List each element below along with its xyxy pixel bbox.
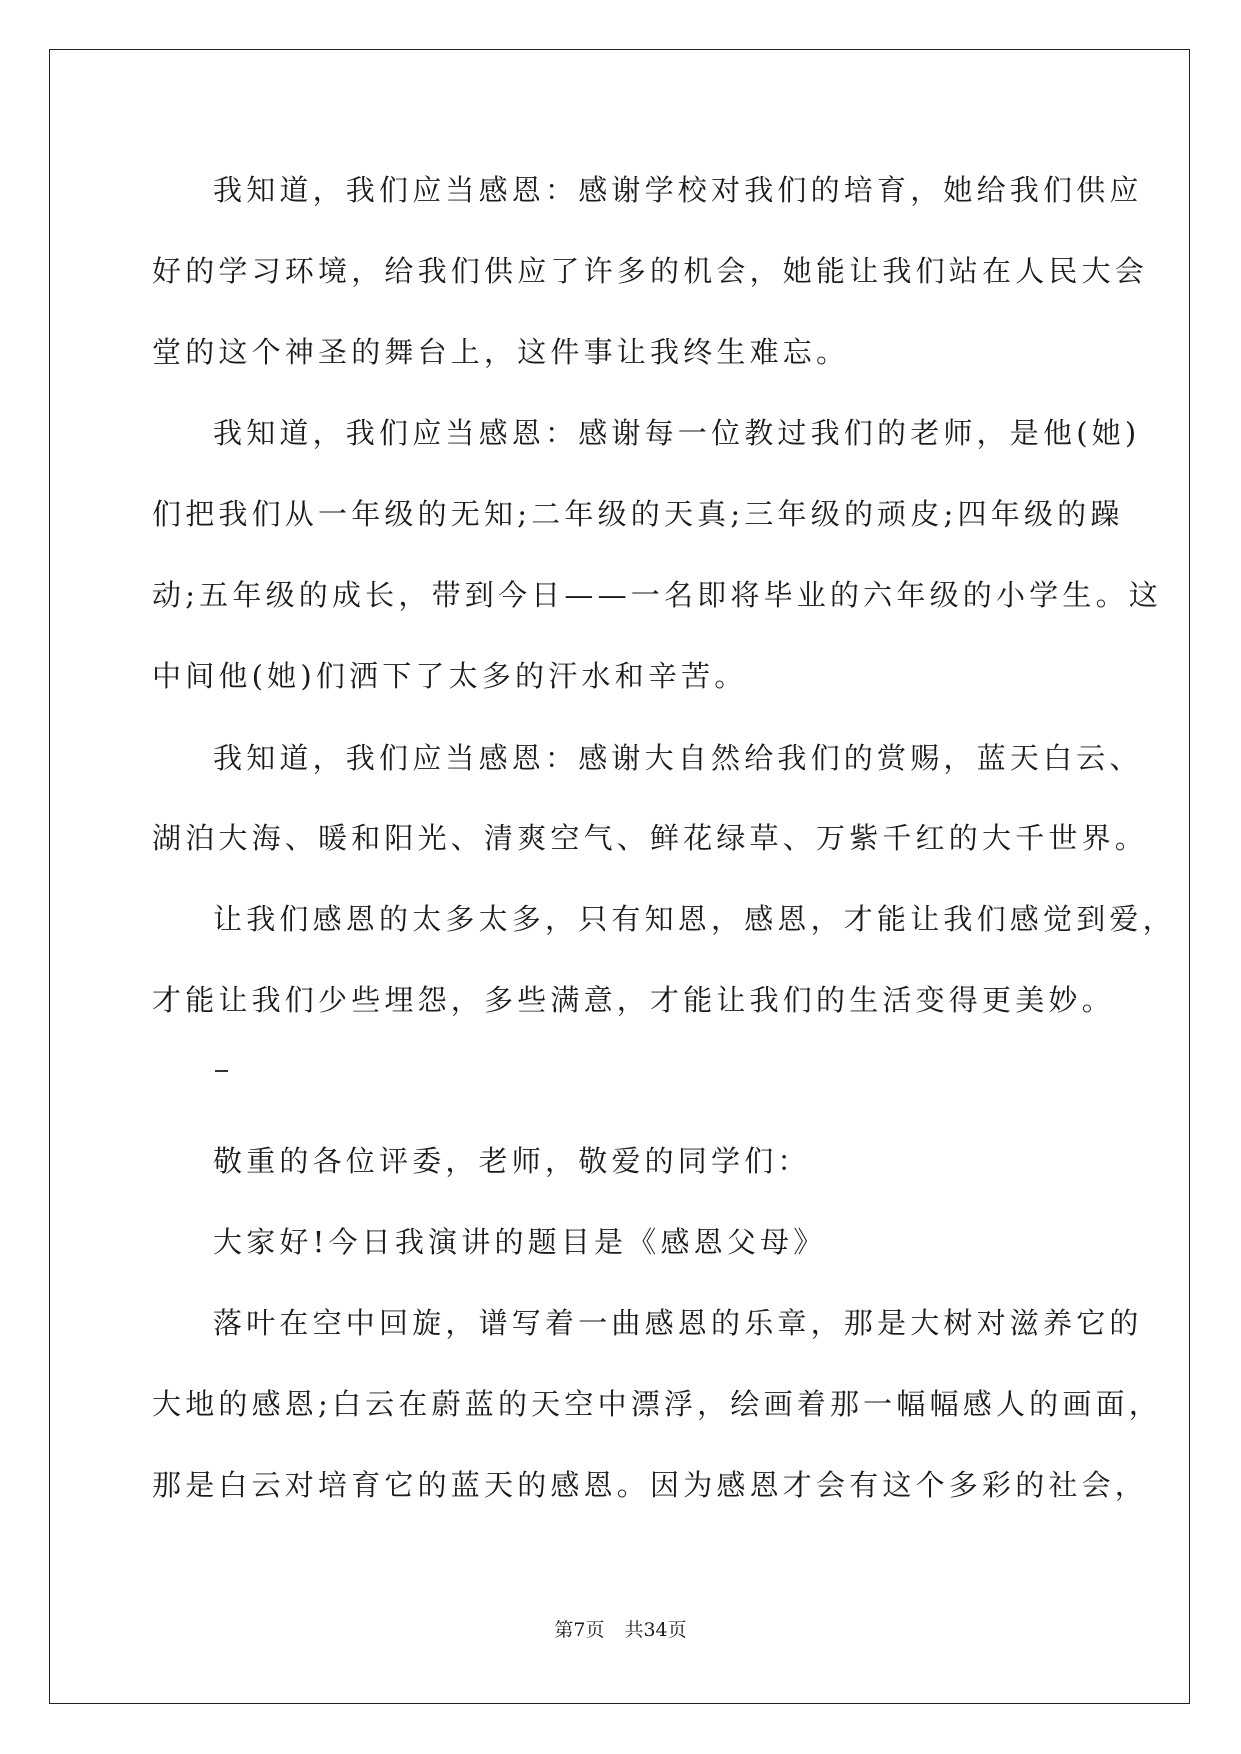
paragraph-line: 落叶在空中回旋，谱写着一曲感恩的乐章，那是大树对滋养它的 — [213, 1306, 1143, 1340]
paragraph-line: 堂的这个神圣的舞台上，这件事让我终生难忘。 — [152, 335, 850, 369]
page-border — [49, 49, 1190, 1704]
paragraph-line: 我知道，我们应当感恩：感谢学校对我们的培育，她给我们供应 — [213, 173, 1143, 207]
paragraph-line: 动;五年级的成长，带到今日——一名即将毕业的六年级的小学生。这 — [152, 578, 1162, 612]
paragraph-line: 湖泊大海、暖和阳光、清爽空气、鲜花绿草、万紫千红的大千世界。 — [152, 821, 1149, 855]
paragraph-line: 我知道，我们应当感恩：感谢每一位教过我们的老师，是他(她) — [213, 416, 1141, 450]
paragraph-line: 才能让我们少些埋怨，多些满意，才能让我们的生活变得更美妙。 — [152, 983, 1115, 1017]
paragraph-line: 大地的感恩;白云在蔚蓝的天空中漂浮，绘画着那一幅幅感人的画面， — [152, 1387, 1162, 1421]
page-footer — [0, 1618, 1241, 1642]
separator-dash — [215, 1070, 228, 1072]
paragraph-line: 们把我们从一年级的无知;二年级的天真;三年级的顽皮;四年级的躁 — [152, 497, 1124, 531]
paragraph-line: 那是白云对培育它的蓝天的感恩。因为感恩才会有这个多彩的社会， — [152, 1468, 1149, 1502]
paragraph-line: 我知道，我们应当感恩：感谢大自然给我们的赏赐，蓝天白云、 — [213, 741, 1143, 775]
page-total: 共34页 — [624, 1619, 687, 1641]
paragraph-line: 好的学习环境，给我们供应了许多的机会，她能让我们站在人民大会 — [152, 254, 1149, 288]
paragraph-line: 中间他(她)们洒下了太多的汗水和辛苦。 — [152, 659, 748, 693]
opening-line: 大家好!今日我演讲的题目是《感恩父母》 — [213, 1225, 827, 1259]
greeting-line: 敬重的各位评委，老师，敬爱的同学们： — [213, 1144, 811, 1178]
page-number: 第7页 — [554, 1619, 605, 1641]
paragraph-line: 让我们感恩的太多太多，只有知恩，感恩，才能让我们感觉到爱， — [213, 902, 1176, 936]
